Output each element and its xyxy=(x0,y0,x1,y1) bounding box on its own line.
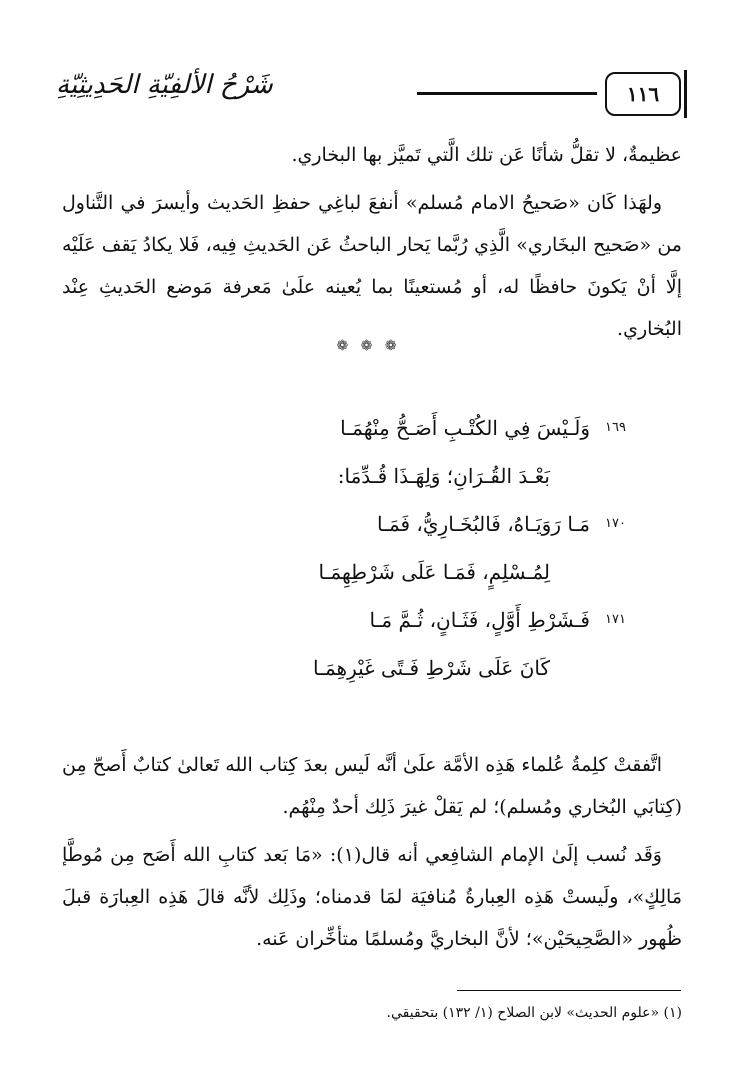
verse-170-first xyxy=(120,500,626,548)
section-separator: ❁ ❁ ❁ xyxy=(336,338,401,354)
verse-number: ١٧١ xyxy=(605,612,626,627)
verse-hemistich: بَعْـدَ القُـرَانِ؛ وَلِهَـذَا قُـدِّمَا: xyxy=(337,464,550,488)
verse-hemistich: فَـشَرْطِ أَوَّلٍ، فَثَـانٍ، ثُـمَّ مَـا xyxy=(369,608,590,632)
verse-171-first xyxy=(120,596,626,644)
verse-170-second xyxy=(120,548,590,596)
verse-number: ١٧٠ xyxy=(605,516,626,531)
book-title: شَرْحُ الألفِيّةِ الحَدِيثِيّةِ xyxy=(56,70,273,100)
footnote: (١) «علوم الحديث» لابن الصلاح (١/ ١٣٢) بتحقيقي. xyxy=(386,1005,682,1021)
header-rule xyxy=(417,92,597,95)
page-header xyxy=(56,68,681,124)
verse-171-second xyxy=(120,644,590,692)
intro-text xyxy=(62,134,682,350)
paragraph-3: اتَّفقتْ كلِمةُ عُلماء هَذِه الأمَّة علَىٰ أنَّه لَيس بعدَ كِتاب الله تَعالىٰ كتابٌ أَصحّ مِن (كِتابَي البُخاري ومُسلم)؛ لم يَقلْ غيرَ ذَلِك أحدٌ مِنْهُم. xyxy=(62,754,682,818)
verse-hemistich: لِمُـسْلِمٍ، فَمَـا عَلَى شَرْطِهِمَـا xyxy=(318,560,550,584)
verse-hemistich: كَانَ عَلَى شَرْطِ فَـتًى غَيْرِهِمَـا xyxy=(313,656,550,680)
verse-hemistich: مَـا رَوَيَـاهُ، فَالبُخَـارِيُّ، فَمَـا xyxy=(377,512,590,536)
paragraph-2: ولهَذا كَان «صَحيحُ الامام مُسلم» أنفعَ لباغِي حفظِ الحَديث وأيسرَ في التَّناول من «صَحيح البخَاري» الَّذِي رُبَّما يَحار الباحثُ عَن الحَديثِ فِيه، فَلا يكادُ يَقف عَلَيْه إلَّا أنْ يَكونَ حافظًا له، أو مُستعينًا بما يُعينه علَىٰ مَعرفة مَوضع الحَديثِ عِنْد البُخاري. xyxy=(62,192,682,340)
paragraph-1: عظيمةٌ، لا تقلُّ شأنًا عَن تلك الَّتي تَميَّز بها البخاري. xyxy=(291,144,682,166)
paragraph-4: وَقَد نُسب إلَىٰ الإمام الشافِعي أنه قال(١): «مَا بَعد كتابِ الله أَصَح مِن مُوطَّإ مَالِكٍ»، ولَيستْ هَذِه العِبارةُ مُنافيَة لمَا قدمناه؛ وذَلِك لأنَّه قالَ هَذِه العِبارَة قبلَ ظُهور «الصَّحِيحَيْن»؛ لأنَّ البخاريَّ ومُسلمًا متأخِّران عَنه. xyxy=(62,844,682,950)
verse-number: ١٦٩ xyxy=(605,420,626,435)
verse-hemistich: وَلَـيْسَ فِي الكُتْـبِ أَصَـحُّ مِنْهُمَـا xyxy=(340,416,590,440)
page-number: ١١٦ xyxy=(605,72,681,116)
commentary-text xyxy=(62,744,682,960)
verse-169-first xyxy=(120,404,626,452)
verse-block xyxy=(120,404,626,692)
footnote-divider xyxy=(457,990,681,991)
verse-169-second xyxy=(120,452,590,500)
